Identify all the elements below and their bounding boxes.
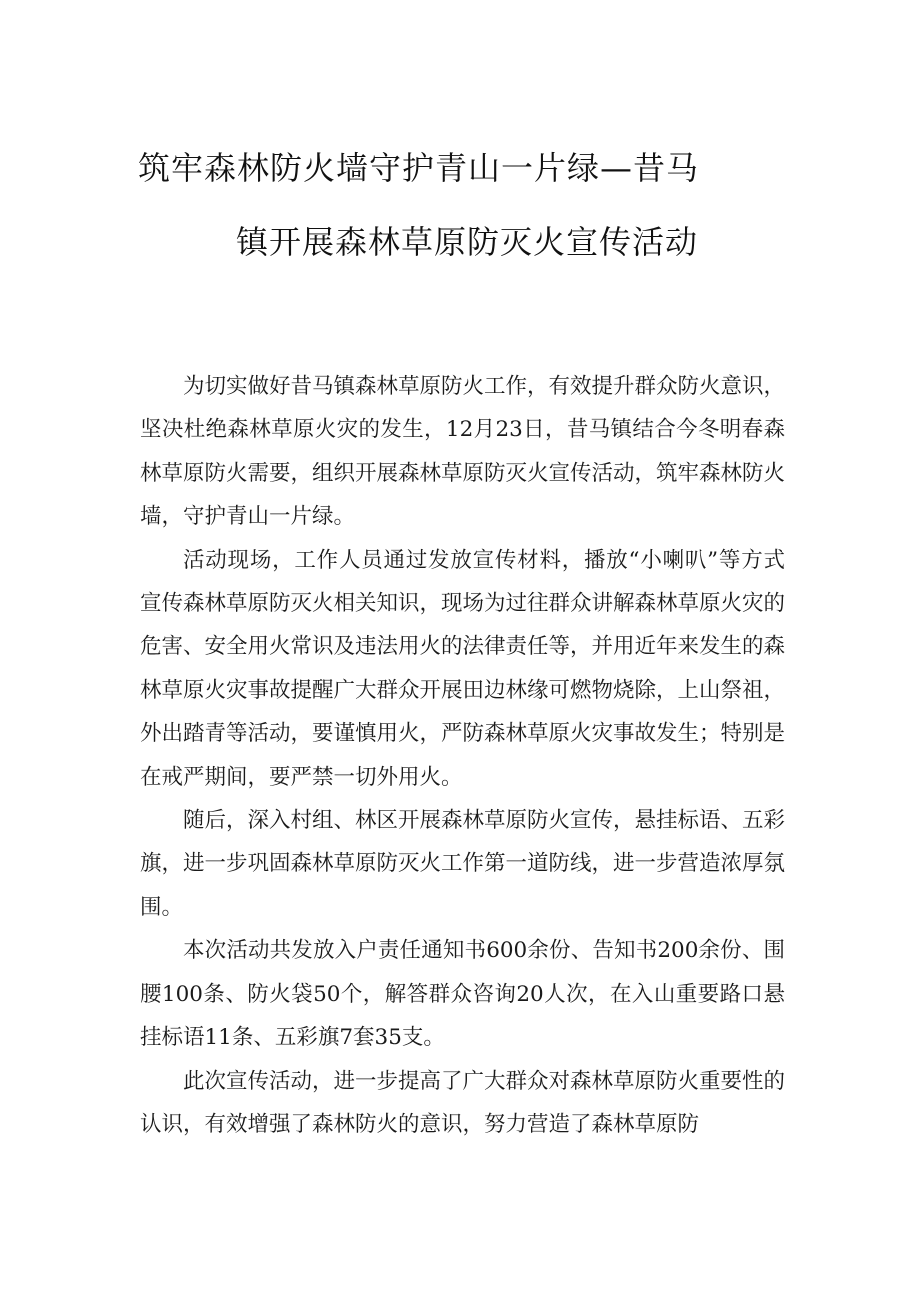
title-line-1: 筑牢森林防火墙守护青山一片绿—昔马 bbox=[138, 149, 700, 187]
paragraph-3: 随后，深入村组、林区开展森林草原防火宣传，悬挂标语、五彩旗，进一步巩固森林草原防灭火工作第一道防线，进一步营造浓厚氛围。 bbox=[140, 808, 786, 920]
paragraph-2: 活动现场，工作人员通过发放宣传材料，播放“小喇叭”等方式宣传森林草原防灭火相关知识，现场为过往群众讲解森林草原火灾的危害、安全用火常识及违法用火的法律责任等，并用近年来发生的森林草原火灾事故提醒广大群众开展田边林缘可燃物烧除，上山祭祖，外出踏青等活动，要谨慎用火，严防森林草原火灾事故发生；特别是在戒严期间，要严禁一切外用火。 bbox=[140, 547, 786, 790]
document-body bbox=[140, 365, 785, 1146]
paragraph-4: 本次活动共发放入户责任通知书600余份、告知书200余份、围腰100条、防火袋50个，解答群众咨询20人次，在入山重要路口悬挂标语11条、五彩旗7套35支。 bbox=[140, 938, 785, 1051]
paragraph-1: 为切实做好昔马镇森林草原防火工作，有效提升群众防火意识，坚决杜绝森林草原火灾的发生，12月23日，昔马镇结合今冬明春森林草原防火需要，组织开展森林草原防灭火宣传活动，筑牢森林防火墙，守护青山一片绿。 bbox=[140, 374, 786, 530]
title-line-2: 镇开展森林草原防灭火宣传活动 bbox=[236, 223, 699, 261]
paragraph-5: 此次宣传活动，进一步提高了广大群众对森林草原防火重要性的认识，有效增强了森林防火的意识，努力营造了森林草原防 bbox=[140, 1068, 786, 1137]
